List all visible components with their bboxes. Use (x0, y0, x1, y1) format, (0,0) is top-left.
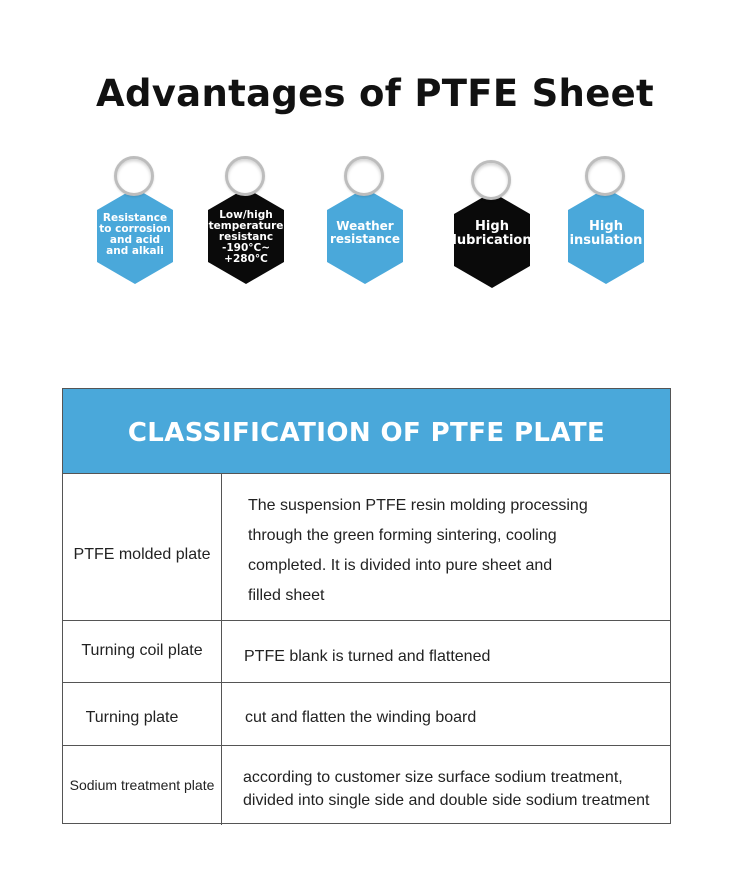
badge-line: Low/high (219, 209, 273, 221)
table-header-title: CLASSIFICATION OF PTFE PLATE (127, 418, 606, 448)
badge-line: Resistance (102, 212, 168, 224)
desc-line: according to customer size surface sodium treatment, (243, 769, 623, 786)
desc-line: through the green forming sintering, cooling (248, 527, 557, 544)
row-description (243, 766, 649, 812)
desc-line: PTFE blank is turned and flattened (244, 648, 491, 665)
badge-label (206, 210, 286, 265)
page-title: Advantages of PTFE Sheet (96, 72, 654, 115)
badge-line: +280°C (224, 253, 268, 265)
ring-icon (471, 160, 511, 200)
badge-line: resistance (329, 232, 401, 246)
badge-line: High (475, 219, 509, 234)
row-name: Turning plate (85, 709, 179, 726)
badge-label (325, 220, 405, 246)
row-description (244, 648, 490, 666)
badge-corrosion-resistance (95, 156, 175, 286)
classification-table (62, 388, 671, 824)
badge-line: and alkali (106, 245, 164, 257)
table-row (63, 473, 670, 621)
badge-line: to corrosion (99, 223, 171, 235)
badge-line: and acid (109, 234, 161, 246)
row-name: PTFE molded plate (73, 546, 211, 563)
table-header (63, 389, 670, 474)
badge-line: lubrication (452, 233, 532, 248)
table-row (63, 683, 670, 746)
badge-weather-resistance (325, 156, 405, 286)
ring-icon (585, 156, 625, 196)
badge-high-insulation (566, 156, 646, 286)
badge-line: Weather (336, 219, 394, 233)
badge-line: High (589, 219, 623, 234)
badge-line: insulation (569, 233, 643, 248)
ring-icon (114, 156, 154, 196)
badge-label (566, 220, 646, 248)
row-description (245, 709, 476, 727)
badge-label (452, 220, 532, 248)
row-description (248, 491, 588, 611)
badge-line: resistanc (218, 231, 274, 243)
row-name: Turning coil plate (81, 642, 203, 659)
desc-line: filled sheet (248, 587, 325, 604)
desc-line: completed. It is divided into pure sheet and (248, 557, 553, 574)
badge-high-lubrication (452, 160, 532, 290)
badge-line: -190°C~ (221, 242, 271, 254)
badge-temperature-resistance (206, 156, 286, 286)
badge-label (95, 213, 175, 257)
ring-icon (344, 156, 384, 196)
table-row (63, 746, 670, 823)
ring-icon (225, 156, 265, 196)
desc-line: The suspension PTFE resin molding processing (248, 497, 588, 514)
row-name: Sodium treatment plate (69, 777, 215, 793)
badge-line: temperature (208, 220, 284, 232)
desc-line: cut and flatten the winding board (245, 709, 477, 726)
desc-line: divided into single side and double side sodium treatment (243, 792, 650, 809)
table-row (63, 621, 670, 683)
